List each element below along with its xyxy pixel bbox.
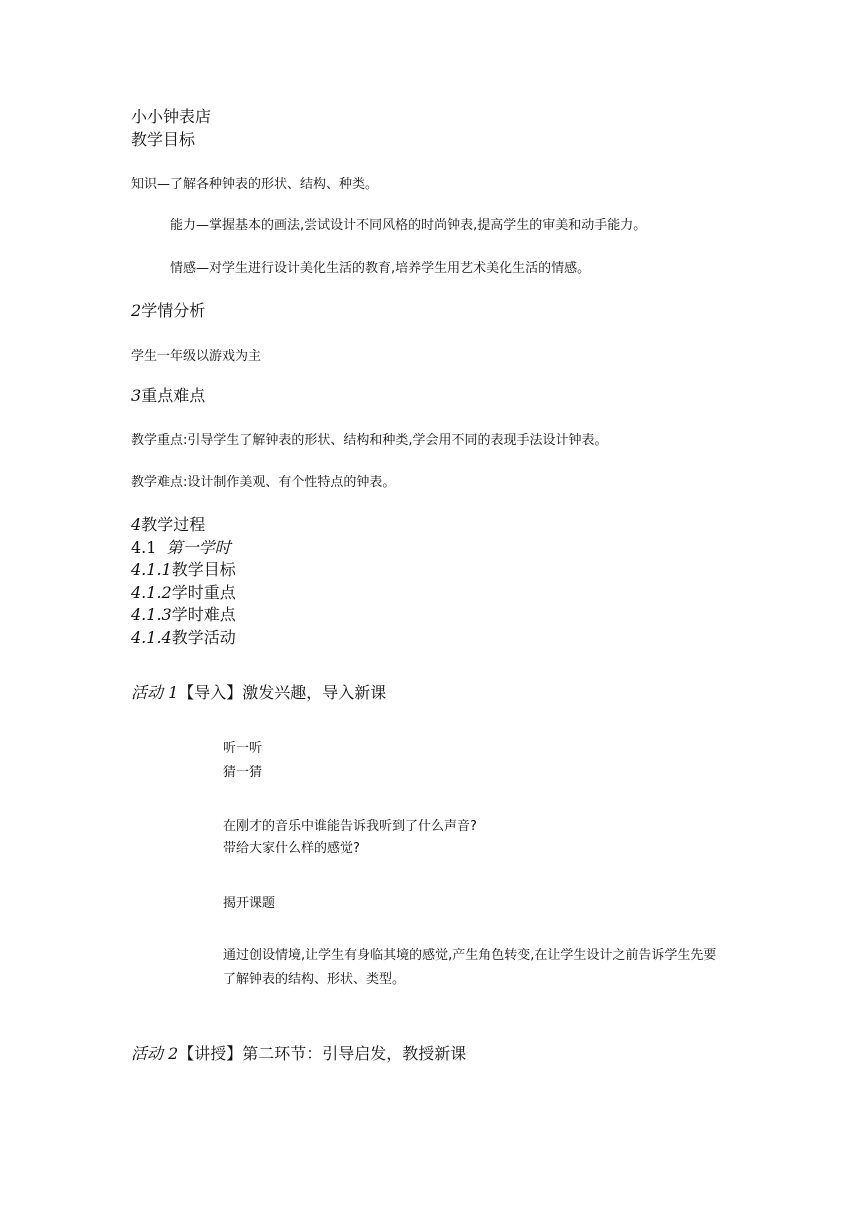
section-4-heading [131,512,205,535]
section-number: 3 [131,386,142,405]
activity-1-heading [131,680,386,703]
section-number: 4.1.1 [131,560,172,579]
section-4-1-3-heading [131,602,236,625]
section-title: 教学过程 [141,515,206,534]
difficult-point: 教学难点:设计制作美观、有个性特点的钟表。 [131,475,396,490]
objective-emotion: 情感—对学生进行设计美化生活的教育,培养学生用艺术美化生活的情感。 [170,261,591,276]
activity-2-heading [131,1041,466,1064]
section-number: 4.1 [131,538,157,557]
section-number: 4.1.4 [131,628,172,647]
activity-1-line: 揭开课题 [223,896,276,911]
section-number: 4.1.3 [131,605,172,624]
section-title: 教学活动 [171,628,236,647]
activity-prefix: 活动 2 [131,1044,179,1063]
section-number: 4.1.2 [131,583,172,602]
section-title: 学情分析 [141,301,206,320]
activity-1-line: 带给大家什么样的感觉? [223,841,360,856]
section-4-1-4-heading [131,625,236,648]
activity-title: 【讲授】第二环节：引导启发，教授新课 [178,1044,467,1063]
objective-knowledge: 知识—了解各种钟表的形状、结构、种类。 [131,177,379,192]
section-title: 学时重点 [171,583,236,602]
section-title: 教学目标 [171,560,236,579]
activity-1-paragraph: 通过创设情境,让学生有身临其境的感觉,产生角色转变,在让学生设计之前告诉学生先要了解钟表的结构、形状、类型。 [223,948,717,987]
section-title: 第一学时 [166,538,231,557]
section-4-1-1-heading [131,557,236,580]
section-2-body: 学生一年级以游戏为主 [131,349,262,364]
activity-prefix: 活动 1 [131,683,179,702]
section-number: 2 [131,301,142,320]
section-number: 4 [131,515,142,534]
activity-1-line: 听一听 [223,741,263,756]
objectives-heading: 教学目标 [131,130,196,149]
section-2-heading [131,298,205,321]
section-4-1-heading [131,535,231,558]
section-4-1-2-heading [131,580,236,603]
section-title: 重点难点 [141,386,206,405]
section-title: 学时难点 [171,605,236,624]
objective-ability: 能力—掌握基本的画法,尝试设计不同风格的时尚钟表,提高学生的审美和动手能力。 [170,218,647,233]
activity-1-line: 猜一猜 [223,765,263,780]
activity-1-line: 在刚才的音乐中谁能告诉我听到了什么声音? [223,819,477,834]
key-point: 教学重点:引导学生了解钟表的形状、结构和种类,学会用不同的表现手法设计钟表。 [131,433,608,448]
document-title: 小小钟表店 [131,107,212,126]
activity-title: 【导入】激发兴趣，导入新课 [178,683,387,702]
section-3-heading [131,383,205,406]
